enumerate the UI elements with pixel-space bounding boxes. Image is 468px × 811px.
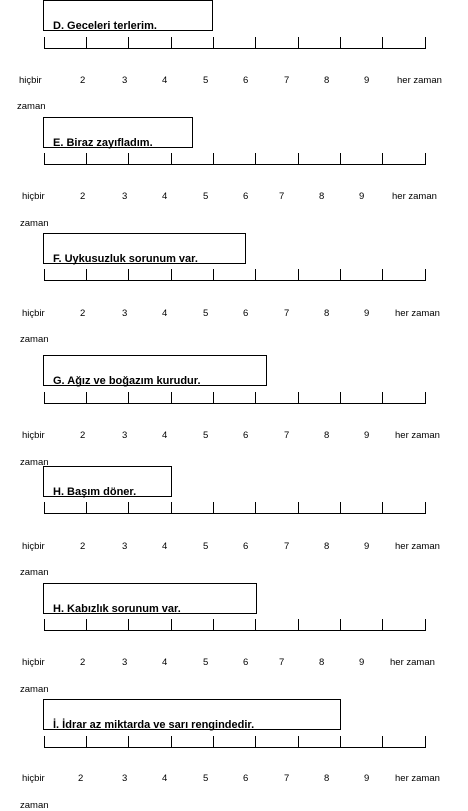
scale-number: 4 <box>162 430 168 441</box>
scale-tick[interactable] <box>255 736 256 748</box>
scale-number: 5 <box>203 430 209 441</box>
rating-scale[interactable] <box>44 37 426 49</box>
scale-min-label-cont: zaman <box>20 334 49 345</box>
scale-tick[interactable] <box>213 392 214 404</box>
rating-scale[interactable] <box>44 502 426 514</box>
scale-tick[interactable] <box>44 153 45 165</box>
scale-tick[interactable] <box>425 736 426 748</box>
rating-scale[interactable] <box>44 392 426 404</box>
scale-tick[interactable] <box>255 269 256 281</box>
scale-tick[interactable] <box>44 37 45 49</box>
scale-tick[interactable] <box>382 269 383 281</box>
scale-max-label: her zaman <box>390 657 435 668</box>
scale-max-label: her zaman <box>397 75 442 86</box>
scale-number: 6 <box>243 75 249 86</box>
scale-number: 6 <box>243 430 249 441</box>
scale-max-label: her zaman <box>392 191 437 202</box>
scale-number: 3 <box>122 773 128 784</box>
scale-tick[interactable] <box>171 502 172 514</box>
scale-number: 2 <box>80 430 86 441</box>
scale-tick[interactable] <box>340 736 341 748</box>
scale-tick[interactable] <box>86 153 87 165</box>
rating-scale[interactable] <box>44 736 426 748</box>
scale-number: 7 <box>284 430 290 441</box>
scale-tick[interactable] <box>128 153 129 165</box>
scale-tick[interactable] <box>86 37 87 49</box>
question-text: G. Ağız ve boğazım kurudur. <box>53 375 201 387</box>
scale-number: 4 <box>162 541 168 552</box>
scale-max-label: her zaman <box>395 541 440 552</box>
scale-number: 7 <box>284 308 290 319</box>
scale-tick[interactable] <box>298 736 299 748</box>
scale-number: 2 <box>80 541 86 552</box>
scale-tick[interactable] <box>382 619 383 631</box>
scale-number: 4 <box>162 657 168 668</box>
scale-tick[interactable] <box>298 619 299 631</box>
scale-tick[interactable] <box>213 269 214 281</box>
scale-number: 5 <box>203 773 209 784</box>
scale-tick[interactable] <box>425 153 426 165</box>
scale-tick[interactable] <box>425 502 426 514</box>
scale-tick[interactable] <box>128 736 129 748</box>
scale-number: 8 <box>324 541 330 552</box>
scale-number: 5 <box>203 657 209 668</box>
scale-tick[interactable] <box>44 736 45 748</box>
scale-number: 6 <box>243 773 249 784</box>
scale-tick[interactable] <box>171 153 172 165</box>
scale-tick[interactable] <box>382 37 383 49</box>
scale-number: 7 <box>284 541 290 552</box>
scale-number: 8 <box>324 430 330 441</box>
scale-number: 6 <box>243 657 249 668</box>
scale-number: 7 <box>284 773 290 784</box>
scale-number: 9 <box>364 75 370 86</box>
scale-number: 9 <box>364 308 370 319</box>
scale-tick[interactable] <box>213 736 214 748</box>
scale-tick[interactable] <box>340 37 341 49</box>
scale-tick[interactable] <box>128 392 129 404</box>
question-text: F. Uykusuzluk sorunum var. <box>53 253 198 265</box>
scale-line <box>44 164 426 165</box>
scale-max-label: her zaman <box>395 773 440 784</box>
scale-tick[interactable] <box>213 153 214 165</box>
scale-number: 2 <box>80 308 86 319</box>
rating-scale[interactable] <box>44 153 426 165</box>
scale-tick[interactable] <box>128 37 129 49</box>
scale-tick[interactable] <box>255 153 256 165</box>
scale-number: 9 <box>364 541 370 552</box>
scale-tick[interactable] <box>382 392 383 404</box>
question-text: D. Geceleri terlerim. <box>53 20 157 32</box>
scale-min-label: hiçbir <box>22 191 45 202</box>
scale-number: 3 <box>122 430 128 441</box>
scale-min-label-cont: zaman <box>20 800 49 811</box>
scale-tick[interactable] <box>171 37 172 49</box>
scale-tick[interactable] <box>44 392 45 404</box>
scale-number: 3 <box>122 308 128 319</box>
scale-tick[interactable] <box>340 269 341 281</box>
scale-number: 4 <box>162 75 168 86</box>
scale-tick[interactable] <box>255 37 256 49</box>
scale-number: 2 <box>80 657 86 668</box>
scale-number: 8 <box>319 657 325 668</box>
scale-tick[interactable] <box>171 736 172 748</box>
scale-tick[interactable] <box>425 37 426 49</box>
question-text: E. Biraz zayıfladım. <box>53 137 153 149</box>
scale-number: 6 <box>243 541 249 552</box>
scale-min-label-cont: zaman <box>20 567 49 578</box>
scale-number: 2 <box>80 191 86 202</box>
scale-number: 2 <box>78 773 84 784</box>
scale-min-label: hiçbir <box>22 541 45 552</box>
rating-scale[interactable] <box>44 269 426 281</box>
scale-line <box>44 280 426 281</box>
scale-min-label-cont: zaman <box>20 684 49 695</box>
scale-number: 4 <box>162 191 168 202</box>
scale-number: 6 <box>243 191 249 202</box>
scale-tick[interactable] <box>86 269 87 281</box>
scale-max-label: her zaman <box>395 308 440 319</box>
scale-tick[interactable] <box>44 502 45 514</box>
scale-number: 8 <box>319 191 325 202</box>
scale-tick[interactable] <box>340 619 341 631</box>
scale-tick[interactable] <box>425 619 426 631</box>
scale-number: 9 <box>359 191 365 202</box>
scale-number: 9 <box>364 430 370 441</box>
scale-tick[interactable] <box>86 736 87 748</box>
scale-number: 7 <box>279 191 285 202</box>
scale-line <box>44 513 426 514</box>
scale-number: 3 <box>122 75 128 86</box>
scale-min-label-cont: zaman <box>20 457 49 468</box>
scale-number: 2 <box>80 75 86 86</box>
scale-number: 3 <box>122 657 128 668</box>
scale-tick[interactable] <box>298 269 299 281</box>
scale-tick[interactable] <box>44 269 45 281</box>
scale-tick[interactable] <box>86 392 87 404</box>
scale-number: 8 <box>324 75 330 86</box>
scale-line <box>44 747 426 748</box>
scale-min-label: hiçbir <box>19 75 42 86</box>
scale-tick[interactable] <box>340 392 341 404</box>
scale-number: 5 <box>203 75 209 86</box>
scale-min-label: hiçbir <box>22 430 45 441</box>
scale-min-label: hiçbir <box>22 308 45 319</box>
scale-number: 5 <box>203 308 209 319</box>
scale-tick[interactable] <box>298 502 299 514</box>
scale-tick[interactable] <box>298 37 299 49</box>
scale-number: 6 <box>243 308 249 319</box>
scale-number: 7 <box>284 75 290 86</box>
scale-tick[interactable] <box>255 619 256 631</box>
scale-tick[interactable] <box>340 153 341 165</box>
scale-tick[interactable] <box>86 502 87 514</box>
scale-tick[interactable] <box>382 736 383 748</box>
scale-number: 3 <box>122 541 128 552</box>
scale-tick[interactable] <box>255 392 256 404</box>
scale-tick[interactable] <box>171 269 172 281</box>
scale-number: 3 <box>122 191 128 202</box>
scale-tick[interactable] <box>425 392 426 404</box>
scale-min-label-cont: zaman <box>17 101 46 112</box>
scale-tick[interactable] <box>213 502 214 514</box>
scale-line <box>44 630 426 631</box>
scale-tick[interactable] <box>340 502 341 514</box>
scale-tick[interactable] <box>298 153 299 165</box>
scale-number: 5 <box>203 191 209 202</box>
scale-tick[interactable] <box>128 502 129 514</box>
scale-tick[interactable] <box>382 153 383 165</box>
scale-tick[interactable] <box>255 502 256 514</box>
rating-scale[interactable] <box>44 619 426 631</box>
scale-number: 8 <box>324 773 330 784</box>
scale-tick[interactable] <box>213 619 214 631</box>
scale-number: 7 <box>279 657 285 668</box>
scale-tick[interactable] <box>382 502 383 514</box>
scale-tick[interactable] <box>128 269 129 281</box>
scale-number: 8 <box>324 308 330 319</box>
scale-line <box>44 48 426 49</box>
scale-tick[interactable] <box>213 37 214 49</box>
question-text: İ. İdrar az miktarda ve sarı rengindedir. <box>53 719 255 731</box>
scale-number: 5 <box>203 541 209 552</box>
scale-tick[interactable] <box>298 392 299 404</box>
scale-max-label: her zaman <box>395 430 440 441</box>
scale-min-label-cont: zaman <box>20 218 49 229</box>
scale-number: 4 <box>162 308 168 319</box>
question-text: H. Başım döner. <box>53 486 137 498</box>
scale-min-label: hiçbir <box>22 773 45 784</box>
scale-number: 9 <box>359 657 365 668</box>
scale-tick[interactable] <box>425 269 426 281</box>
scale-line <box>44 403 426 404</box>
scale-tick[interactable] <box>86 619 87 631</box>
scale-tick[interactable] <box>171 619 172 631</box>
scale-min-label: hiçbir <box>22 657 45 668</box>
scale-number: 4 <box>162 773 168 784</box>
question-text: H. Kabızlık sorunum var. <box>53 603 181 615</box>
scale-tick[interactable] <box>128 619 129 631</box>
scale-tick[interactable] <box>171 392 172 404</box>
scale-number: 9 <box>364 773 370 784</box>
scale-tick[interactable] <box>44 619 45 631</box>
